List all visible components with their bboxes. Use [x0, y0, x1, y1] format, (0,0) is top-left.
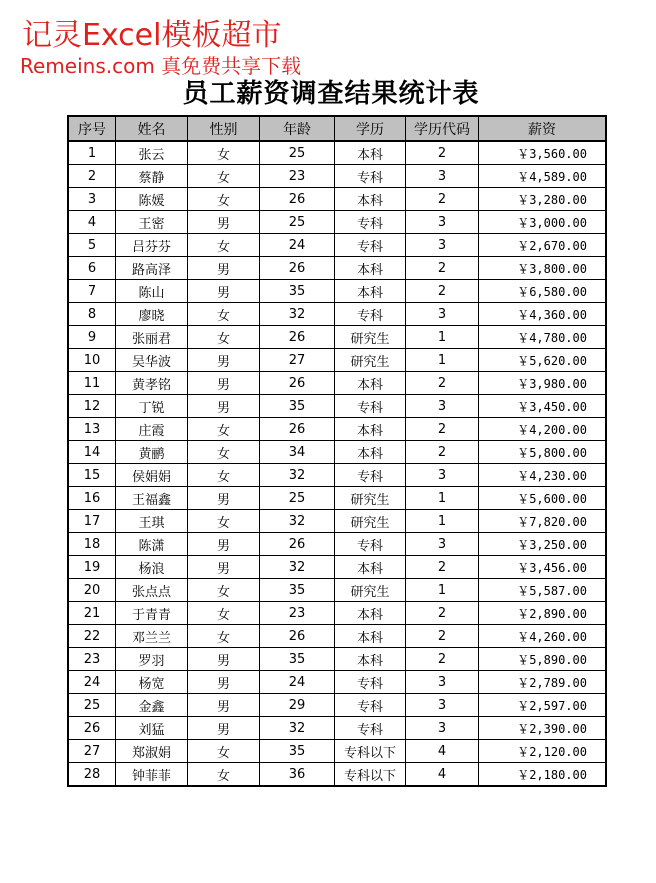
- education-code-cell[interactable]: 4: [406, 740, 479, 763]
- education-cell[interactable]: 本科: [335, 648, 406, 671]
- seq-cell[interactable]: 8: [68, 303, 116, 326]
- seq-cell[interactable]: 10: [68, 349, 116, 372]
- seq-cell[interactable]: 24: [68, 671, 116, 694]
- gender-cell[interactable]: 女: [188, 326, 260, 349]
- header-education[interactable]: 学历: [335, 116, 406, 141]
- seq-cell[interactable]: 22: [68, 625, 116, 648]
- table-row: [68, 257, 606, 280]
- salary-cell[interactable]: ￥5,800.00: [479, 441, 607, 464]
- table-row: [68, 602, 606, 625]
- education-code-cell[interactable]: 3: [406, 165, 479, 188]
- salary-cell[interactable]: ￥4,260.00: [479, 625, 607, 648]
- education-cell[interactable]: 本科: [335, 441, 406, 464]
- name-cell[interactable]: 吕芬芬: [116, 234, 188, 257]
- education-code-cell[interactable]: 1: [406, 579, 479, 602]
- salary-cell[interactable]: ￥7,820.00: [479, 510, 607, 533]
- education-code-cell[interactable]: 1: [406, 487, 479, 510]
- education-cell[interactable]: 本科: [335, 188, 406, 211]
- education-cell[interactable]: 研究生: [335, 510, 406, 533]
- table-row: [68, 349, 606, 372]
- salary-cell[interactable]: ￥3,250.00: [479, 533, 607, 556]
- gender-cell[interactable]: 男: [188, 556, 260, 579]
- name-cell[interactable]: 王密: [116, 211, 188, 234]
- education-code-cell[interactable]: 2: [406, 418, 479, 441]
- education-cell[interactable]: 专科: [335, 234, 406, 257]
- gender-cell[interactable]: 女: [188, 602, 260, 625]
- salary-cell[interactable]: ￥2,789.00: [479, 671, 607, 694]
- name-cell[interactable]: 陈潇: [116, 533, 188, 556]
- education-cell[interactable]: 专科: [335, 717, 406, 740]
- name-cell[interactable]: 侯娟娟: [116, 464, 188, 487]
- table-row: [68, 303, 606, 326]
- page-title: 员工薪资调查结果统计表: [182, 79, 480, 109]
- age-cell[interactable]: 32: [260, 303, 335, 326]
- name-cell[interactable]: 杨浪: [116, 556, 188, 579]
- gender-cell[interactable]: 男: [188, 395, 260, 418]
- table-row: [68, 763, 606, 787]
- education-cell[interactable]: 本科: [335, 280, 406, 303]
- age-cell[interactable]: 27: [260, 349, 335, 372]
- education-cell[interactable]: 本科: [335, 141, 406, 165]
- table-row: [68, 441, 606, 464]
- seq-cell[interactable]: 5: [68, 234, 116, 257]
- education-code-cell[interactable]: 2: [406, 188, 479, 211]
- salary-cell[interactable]: ￥5,890.00: [479, 648, 607, 671]
- age-cell[interactable]: 26: [260, 533, 335, 556]
- age-cell[interactable]: 32: [260, 717, 335, 740]
- salary-cell[interactable]: ￥3,280.00: [479, 188, 607, 211]
- name-cell[interactable]: 陈山: [116, 280, 188, 303]
- salary-cell[interactable]: ￥5,620.00: [479, 349, 607, 372]
- age-cell[interactable]: 25: [260, 211, 335, 234]
- table-row: [68, 234, 606, 257]
- table-row: [68, 418, 606, 441]
- education-code-cell[interactable]: 1: [406, 326, 479, 349]
- education-cell[interactable]: 本科: [335, 257, 406, 280]
- education-code-cell[interactable]: 4: [406, 763, 479, 787]
- salary-table: [67, 115, 607, 787]
- table-row: [68, 464, 606, 487]
- salary-cell[interactable]: ￥3,450.00: [479, 395, 607, 418]
- name-cell[interactable]: 王福鑫: [116, 487, 188, 510]
- salary-cell[interactable]: ￥2,890.00: [479, 602, 607, 625]
- gender-cell[interactable]: 男: [188, 372, 260, 395]
- age-cell[interactable]: 26: [260, 257, 335, 280]
- gender-cell[interactable]: 女: [188, 165, 260, 188]
- age-cell[interactable]: 32: [260, 510, 335, 533]
- seq-cell[interactable]: 18: [68, 533, 116, 556]
- seq-cell[interactable]: 26: [68, 717, 116, 740]
- education-cell[interactable]: 研究生: [335, 487, 406, 510]
- name-cell[interactable]: 路高泽: [116, 257, 188, 280]
- table-row: [68, 280, 606, 303]
- education-cell[interactable]: 专科: [335, 165, 406, 188]
- education-code-cell[interactable]: 2: [406, 602, 479, 625]
- age-cell[interactable]: 35: [260, 280, 335, 303]
- seq-cell[interactable]: 21: [68, 602, 116, 625]
- salary-cell[interactable]: ￥4,780.00: [479, 326, 607, 349]
- gender-cell[interactable]: 女: [188, 418, 260, 441]
- salary-cell[interactable]: ￥5,600.00: [479, 487, 607, 510]
- gender-cell[interactable]: 男: [188, 487, 260, 510]
- salary-cell[interactable]: ￥2,597.00: [479, 694, 607, 717]
- name-cell[interactable]: 罗羽: [116, 648, 188, 671]
- table-row: [68, 648, 606, 671]
- education-cell[interactable]: 专科以下: [335, 740, 406, 763]
- seq-cell[interactable]: 14: [68, 441, 116, 464]
- education-code-cell[interactable]: 2: [406, 141, 479, 165]
- salary-cell[interactable]: ￥3,000.00: [479, 211, 607, 234]
- salary-cell[interactable]: ￥2,120.00: [479, 740, 607, 763]
- gender-cell[interactable]: 女: [188, 141, 260, 165]
- age-cell[interactable]: 35: [260, 579, 335, 602]
- salary-cell[interactable]: ￥4,200.00: [479, 418, 607, 441]
- salary-cell[interactable]: ￥4,589.00: [479, 165, 607, 188]
- age-cell[interactable]: 32: [260, 464, 335, 487]
- table-body: [68, 141, 606, 786]
- age-cell[interactable]: 23: [260, 602, 335, 625]
- education-code-cell[interactable]: 3: [406, 395, 479, 418]
- education-code-cell[interactable]: 3: [406, 211, 479, 234]
- table-row: [68, 372, 606, 395]
- age-cell[interactable]: 26: [260, 326, 335, 349]
- salary-cell[interactable]: ￥6,580.00: [479, 280, 607, 303]
- seq-cell[interactable]: 12: [68, 395, 116, 418]
- table-row: [68, 510, 606, 533]
- name-cell[interactable]: 于青青: [116, 602, 188, 625]
- seq-cell[interactable]: 13: [68, 418, 116, 441]
- salary-cell[interactable]: ￥2,180.00: [479, 763, 607, 787]
- header-education-code[interactable]: 学历代码: [406, 116, 479, 141]
- gender-cell[interactable]: 女: [188, 464, 260, 487]
- age-cell[interactable]: 26: [260, 625, 335, 648]
- education-code-cell[interactable]: 1: [406, 510, 479, 533]
- name-cell[interactable]: 张点点: [116, 579, 188, 602]
- age-cell[interactable]: 35: [260, 740, 335, 763]
- gender-cell[interactable]: 女: [188, 441, 260, 464]
- age-cell[interactable]: 24: [260, 234, 335, 257]
- salary-cell[interactable]: ￥3,980.00: [479, 372, 607, 395]
- education-cell[interactable]: 研究生: [335, 579, 406, 602]
- seq-cell[interactable]: 19: [68, 556, 116, 579]
- seq-cell[interactable]: 2: [68, 165, 116, 188]
- name-cell[interactable]: 廖晓: [116, 303, 188, 326]
- education-code-cell[interactable]: 3: [406, 694, 479, 717]
- table-row: [68, 165, 606, 188]
- table-row: [68, 395, 606, 418]
- education-code-cell[interactable]: 3: [406, 717, 479, 740]
- education-cell[interactable]: 专科: [335, 533, 406, 556]
- seq-cell[interactable]: 9: [68, 326, 116, 349]
- education-cell[interactable]: 研究生: [335, 326, 406, 349]
- gender-cell[interactable]: 女: [188, 188, 260, 211]
- education-cell[interactable]: 本科: [335, 625, 406, 648]
- seq-cell[interactable]: 1: [68, 141, 116, 165]
- watermark-subtitle: Remeins.com 真免费共享下载: [20, 54, 302, 78]
- age-cell[interactable]: 26: [260, 188, 335, 211]
- age-cell[interactable]: 29: [260, 694, 335, 717]
- education-code-cell[interactable]: 2: [406, 556, 479, 579]
- education-code-cell[interactable]: 2: [406, 441, 479, 464]
- gender-cell[interactable]: 女: [188, 763, 260, 787]
- education-cell[interactable]: 研究生: [335, 349, 406, 372]
- seq-cell[interactable]: 4: [68, 211, 116, 234]
- name-cell[interactable]: 刘猛: [116, 717, 188, 740]
- seq-cell[interactable]: 7: [68, 280, 116, 303]
- education-cell[interactable]: 专科: [335, 303, 406, 326]
- age-cell[interactable]: 35: [260, 395, 335, 418]
- education-cell[interactable]: 本科: [335, 556, 406, 579]
- gender-cell[interactable]: 女: [188, 579, 260, 602]
- seq-cell[interactable]: 11: [68, 372, 116, 395]
- name-cell[interactable]: 金鑫: [116, 694, 188, 717]
- age-cell[interactable]: 32: [260, 556, 335, 579]
- seq-cell[interactable]: 20: [68, 579, 116, 602]
- gender-cell[interactable]: 男: [188, 648, 260, 671]
- header-name[interactable]: 姓名: [116, 116, 188, 141]
- table-row: [68, 533, 606, 556]
- table-row: [68, 487, 606, 510]
- table-row: [68, 625, 606, 648]
- education-cell[interactable]: 专科: [335, 671, 406, 694]
- age-cell[interactable]: 24: [260, 671, 335, 694]
- education-code-cell[interactable]: 2: [406, 648, 479, 671]
- education-cell[interactable]: 专科: [335, 395, 406, 418]
- table-row: [68, 556, 606, 579]
- watermark-title: 记灵Excel模板超市: [22, 18, 282, 53]
- name-cell[interactable]: 张云: [116, 141, 188, 165]
- header-gender[interactable]: 性别: [188, 116, 260, 141]
- salary-cell[interactable]: ￥3,560.00: [479, 141, 607, 165]
- salary-cell[interactable]: ￥5,587.00: [479, 579, 607, 602]
- table-row: [68, 579, 606, 602]
- education-code-cell[interactable]: 3: [406, 533, 479, 556]
- name-cell[interactable]: 黄鹂: [116, 441, 188, 464]
- name-cell[interactable]: 钟菲菲: [116, 763, 188, 787]
- table-row: [68, 671, 606, 694]
- education-cell[interactable]: 专科以下: [335, 763, 406, 787]
- gender-cell[interactable]: 女: [188, 740, 260, 763]
- gender-cell[interactable]: 男: [188, 211, 260, 234]
- education-cell[interactable]: 本科: [335, 602, 406, 625]
- seq-cell[interactable]: 25: [68, 694, 116, 717]
- name-cell[interactable]: 邓兰兰: [116, 625, 188, 648]
- name-cell[interactable]: 王琪: [116, 510, 188, 533]
- gender-cell[interactable]: 女: [188, 303, 260, 326]
- seq-cell[interactable]: 17: [68, 510, 116, 533]
- table-header-row: [68, 116, 606, 141]
- age-cell[interactable]: 25: [260, 487, 335, 510]
- name-cell[interactable]: 陈媛: [116, 188, 188, 211]
- education-code-cell[interactable]: 3: [406, 234, 479, 257]
- gender-cell[interactable]: 男: [188, 257, 260, 280]
- name-cell[interactable]: 黄孝铭: [116, 372, 188, 395]
- gender-cell[interactable]: 男: [188, 717, 260, 740]
- education-code-cell[interactable]: 3: [406, 464, 479, 487]
- gender-cell[interactable]: 男: [188, 533, 260, 556]
- table-row: [68, 694, 606, 717]
- name-cell[interactable]: 吴华波: [116, 349, 188, 372]
- education-cell[interactable]: 专科: [335, 464, 406, 487]
- table-row: [68, 141, 606, 165]
- education-code-cell[interactable]: 1: [406, 349, 479, 372]
- education-code-cell[interactable]: 3: [406, 303, 479, 326]
- education-code-cell[interactable]: 2: [406, 372, 479, 395]
- age-cell[interactable]: 36: [260, 763, 335, 787]
- header-age[interactable]: 年龄: [260, 116, 335, 141]
- seq-cell[interactable]: 3: [68, 188, 116, 211]
- age-cell[interactable]: 26: [260, 418, 335, 441]
- age-cell[interactable]: 25: [260, 141, 335, 165]
- seq-cell[interactable]: 28: [68, 763, 116, 787]
- header-seq[interactable]: 序号: [68, 116, 116, 141]
- seq-cell[interactable]: 6: [68, 257, 116, 280]
- name-cell[interactable]: 丁锐: [116, 395, 188, 418]
- education-code-cell[interactable]: 2: [406, 257, 479, 280]
- table-row: [68, 326, 606, 349]
- age-cell[interactable]: 23: [260, 165, 335, 188]
- gender-cell[interactable]: 男: [188, 671, 260, 694]
- table-row: [68, 211, 606, 234]
- salary-cell[interactable]: ￥4,360.00: [479, 303, 607, 326]
- name-cell[interactable]: 张丽君: [116, 326, 188, 349]
- gender-cell[interactable]: 女: [188, 625, 260, 648]
- salary-cell[interactable]: ￥2,670.00: [479, 234, 607, 257]
- salary-cell[interactable]: ￥3,456.00: [479, 556, 607, 579]
- gender-cell[interactable]: 女: [188, 510, 260, 533]
- education-cell[interactable]: 本科: [335, 418, 406, 441]
- table-row: [68, 717, 606, 740]
- gender-cell[interactable]: 男: [188, 694, 260, 717]
- salary-cell[interactable]: ￥4,230.00: [479, 464, 607, 487]
- education-cell[interactable]: 专科: [335, 694, 406, 717]
- seq-cell[interactable]: 15: [68, 464, 116, 487]
- name-cell[interactable]: 蔡静: [116, 165, 188, 188]
- name-cell[interactable]: 庄霞: [116, 418, 188, 441]
- salary-cell[interactable]: ￥2,390.00: [479, 717, 607, 740]
- education-code-cell[interactable]: 2: [406, 280, 479, 303]
- header-salary[interactable]: 薪资: [479, 116, 607, 141]
- gender-cell[interactable]: 女: [188, 234, 260, 257]
- gender-cell[interactable]: 男: [188, 280, 260, 303]
- name-cell[interactable]: 杨宽: [116, 671, 188, 694]
- salary-cell[interactable]: ￥3,800.00: [479, 257, 607, 280]
- name-cell[interactable]: 郑淑娟: [116, 740, 188, 763]
- age-cell[interactable]: 35: [260, 648, 335, 671]
- education-code-cell[interactable]: 2: [406, 625, 479, 648]
- table-row: [68, 188, 606, 211]
- seq-cell[interactable]: 23: [68, 648, 116, 671]
- seq-cell[interactable]: 27: [68, 740, 116, 763]
- age-cell[interactable]: 34: [260, 441, 335, 464]
- gender-cell[interactable]: 男: [188, 349, 260, 372]
- seq-cell[interactable]: 16: [68, 487, 116, 510]
- table-row: [68, 740, 606, 763]
- education-cell[interactable]: 专科: [335, 211, 406, 234]
- education-cell[interactable]: 本科: [335, 372, 406, 395]
- education-code-cell[interactable]: 3: [406, 671, 479, 694]
- age-cell[interactable]: 26: [260, 372, 335, 395]
